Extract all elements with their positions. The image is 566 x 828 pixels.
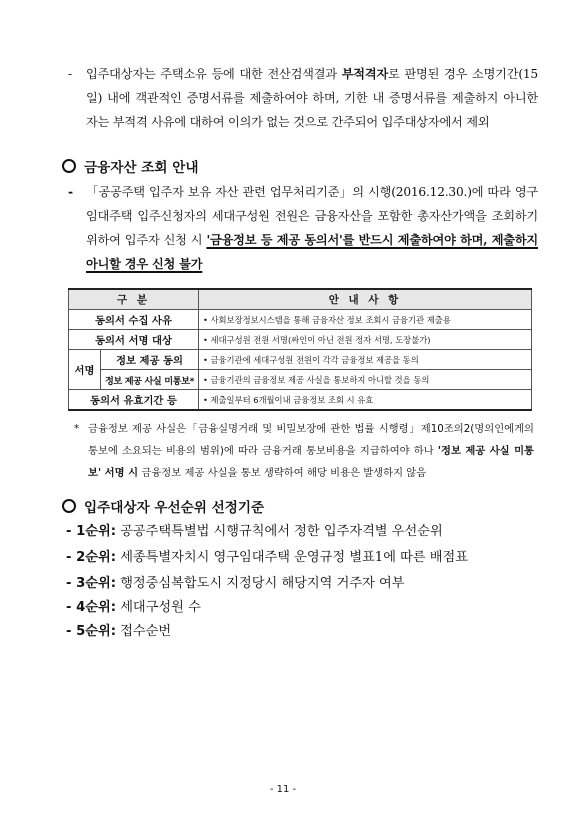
- row-desc: • 금융기관에 세대구성원 전원이 각각 금융정보 제공을 동의: [199, 350, 532, 370]
- table-header-guide: 안 내 사 항: [199, 289, 532, 310]
- table-row: [69, 350, 532, 370]
- row-label: 정보 제공 동의: [101, 350, 199, 370]
- list-item: [66, 572, 404, 591]
- intro-dash: -: [68, 67, 72, 81]
- footnote-paragraph: [74, 418, 534, 484]
- rank-lead: - 5순위:: [66, 624, 116, 639]
- rank-lead: - 2순위:: [66, 550, 116, 565]
- table-header-category: 구 분: [69, 289, 199, 310]
- row-desc: • 제출일부터 6개월이내 금융정보 조회 시 유효: [199, 390, 532, 411]
- table-row: [69, 330, 532, 350]
- list-item: [66, 596, 201, 615]
- rank-text: 세대구성원 수: [116, 600, 201, 615]
- rank-lead: - 4순위:: [66, 600, 116, 615]
- list-item: [66, 546, 468, 565]
- rank-lead: - 1순위:: [66, 524, 116, 539]
- footnote-star: *: [74, 423, 80, 435]
- table-header-row: [69, 289, 532, 310]
- row-label: 정보 제공 사실 미통보*: [101, 370, 199, 390]
- rank-text: 행정중심복합도시 지정당시 해당지역 거주자 여부: [116, 576, 405, 591]
- row-desc: • 금융기관의 금융정보 제공 사실을 통보하지 아니할 것을 동의: [199, 370, 532, 390]
- financial-dash: -: [68, 185, 73, 199]
- financial-text: 「공공주택 입주자 보유 자산 관련 업무처리기준」의 시행(2016.12.30.)에 따라 영구임대주택 입주신청자의 세대구성원 전원은 금융자산을 포함한 총자산가액을 조회하기 위하여 입주자 신청 시: [86, 185, 538, 247]
- table-row: [69, 310, 532, 330]
- table-row: [69, 370, 532, 390]
- financial-paragraph: [68, 180, 538, 276]
- note-text-2: 금융정보 제공 사실을 통보 생략하여 해당 비용은 발생하지 않음: [138, 467, 427, 479]
- financial-text-bold: '금융정보 등 제공 동의서'를 반드시 제출하여야 하며, 제출하지 아니할 경우 신청 불가: [86, 233, 539, 271]
- rank-lead: - 3순위:: [66, 576, 116, 591]
- list-item: [66, 620, 171, 639]
- note-text-bold: '정보 제공 사실 미통보' 서명 시: [88, 445, 534, 479]
- intro-text-2: 로 판명된 경우 소명기간(15일) 내에 객관적인 증명서류를 제출하여야 하며, 기한 내 증명서류를 제출하지 아니한 자는 부적격 사유에 대하여 이의가 없는 것으로 간주되어 입주대상자에서 제외: [86, 67, 538, 129]
- list-item: [66, 520, 443, 539]
- rank-text: 공공주택특별법 시행규칙에서 정한 입주자격별 우선순위: [116, 524, 443, 539]
- row-label: 동의서 수집 사유: [69, 310, 199, 330]
- page-number: - 11 -: [269, 784, 297, 795]
- table-row: [69, 390, 532, 411]
- rank-text: 세종특별자치시 영구임대주택 운영규정 별표1에 따른 배점표: [116, 550, 469, 565]
- section-heading-priority: [62, 496, 264, 516]
- circle-bullet-icon: [62, 159, 76, 173]
- row-desc: • 세대구성원 전원 서명(싸인이 아닌 전원 정자 서명, 도장불가): [199, 330, 532, 350]
- circle-bullet-icon: [62, 499, 76, 513]
- rank-text: 접수순번: [116, 624, 172, 639]
- intro-text-1: 입주대상자는 주택소유 등에 대한 전산검색결과: [86, 67, 342, 81]
- row-desc: • 사회보장정보시스템을 통해 금융자산 정보 조회시 금융기관 제출용: [199, 310, 532, 330]
- row-label: 동의서 유효기간 등: [69, 390, 199, 411]
- intro-paragraph: [68, 62, 538, 134]
- row-group-label: 서명: [69, 350, 101, 390]
- note-text-1: 금융정보 제공 사실은「금융실명거래 및 비밀보장에 관한 법률 시행령」제10조의2(명의인에게의 통보에 소요되는 비용의 범위)에 따라 금융거래 통보비용을 지급하여야 하나: [88, 423, 534, 457]
- row-label: 동의서 서명 대상: [69, 330, 199, 350]
- section-title: 금융자산 조회 안내: [84, 160, 199, 176]
- section-heading-financial-assets: [62, 156, 199, 176]
- consent-info-table: [68, 288, 532, 411]
- intro-text-bold: 부적격자: [341, 67, 389, 81]
- section-title: 입주대상자 우선순위 선정기준: [84, 500, 265, 516]
